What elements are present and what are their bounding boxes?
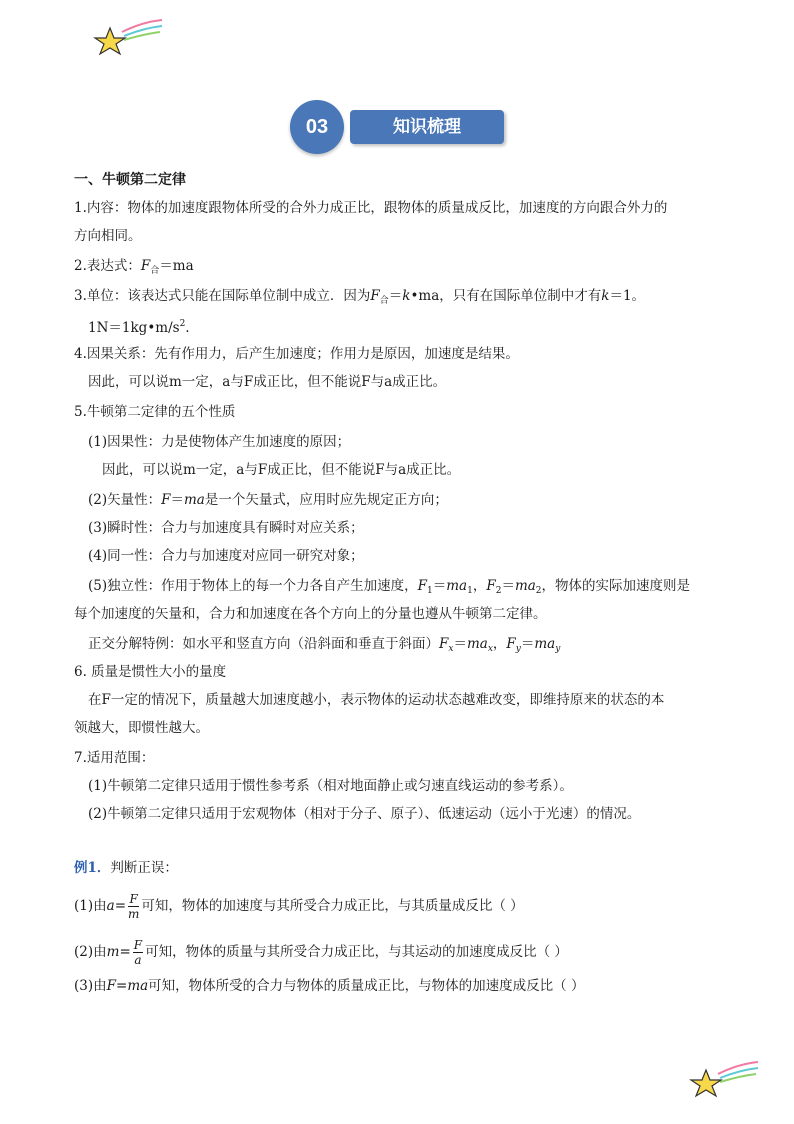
- text: 可知，物体的质量与其所受合力成正比，与其运动的加速度成反比（ ）: [145, 944, 568, 960]
- text: 可知，物体的加速度与其所受合力成正比，与其质量成反比（ ）: [141, 898, 524, 914]
- subscript: 合: [150, 266, 160, 276]
- symbol: k: [402, 288, 411, 304]
- symbol: F: [417, 578, 427, 594]
- text-line: (3)瞬时性：合力与加速度具有瞬时对应关系；: [88, 520, 364, 536]
- symbol: ma: [446, 578, 468, 594]
- subscript: 2: [535, 586, 542, 596]
- text: 1N＝1kg•m/s: [88, 320, 180, 336]
- text: (5)独立性：作用于物体上的每一个力各自产生加速度，: [88, 578, 418, 594]
- formula-line: [74, 256, 194, 281]
- formula-line: [74, 286, 645, 311]
- text: ＝ma: [159, 258, 194, 274]
- section-badge: [290, 100, 510, 154]
- text-line: 因此，可以说m一定，a与F成正比，但不能说F与a成正比。: [102, 462, 461, 478]
- subscript: x: [448, 644, 454, 654]
- superscript: 2: [179, 319, 186, 329]
- example-prompt: 判断正误：: [110, 860, 178, 876]
- star-decoration-icon: [92, 16, 164, 60]
- subscript: 2: [495, 586, 502, 596]
- numerator: F: [129, 892, 138, 906]
- symbol: ma: [127, 978, 149, 994]
- text: 正交分解特例：如水平和竖直方向（沿斜面和垂直于斜面）: [88, 636, 439, 652]
- symbol: F: [506, 636, 516, 652]
- text: ，物体的实际加速度则是: [541, 578, 691, 594]
- formula-line: [88, 490, 448, 510]
- question-line: [74, 892, 524, 921]
- symbol: ma: [184, 492, 205, 508]
- badge-title: 知识梳理: [350, 110, 504, 144]
- symbol: k: [601, 288, 610, 304]
- text: ＝: [520, 636, 535, 652]
- symbol: a: [106, 898, 115, 914]
- text-line: 5.牛顿第二定律的五个性质: [74, 404, 236, 420]
- text: 是一个矢量式，应用时应先规定正方向；: [204, 492, 448, 508]
- formula-line: [88, 634, 560, 659]
- symbol: F: [106, 978, 116, 994]
- formula-line: [88, 314, 190, 338]
- badge-number: 03: [290, 100, 344, 154]
- text-line: (2)牛顿第二定律只适用于宏观物体（相对于分子、原子）、低速运动（远小于光速）的情况。: [88, 806, 641, 822]
- fraction: [133, 938, 143, 967]
- denominator: a: [134, 953, 142, 967]
- text: ，: [492, 636, 507, 652]
- example-heading: [74, 858, 178, 878]
- denominator: m: [128, 907, 140, 921]
- text: 可知，物体所受的合力与物体的质量成正比，与物体的加速度成反比（ ）: [148, 978, 585, 994]
- example-label: 例1: [74, 860, 97, 876]
- formula-line: [88, 576, 690, 601]
- text: (2)矢量性：: [88, 492, 162, 508]
- subscript: y: [555, 644, 561, 654]
- text: (1)由: [74, 898, 107, 914]
- symbol: F: [486, 578, 496, 594]
- text: =: [116, 978, 128, 994]
- symbol: F: [140, 258, 151, 274]
- text-line: 7.适用范围：: [74, 750, 155, 766]
- question-line: [74, 938, 568, 967]
- text: ＝1。: [609, 288, 646, 304]
- text-line: (1)牛顿第二定律只适用于惯性参考系（相对地面静止或匀速直线运动的参考系）。: [88, 778, 573, 794]
- symbol: F: [161, 492, 171, 508]
- text-line: 6. 质量是惯性大小的量度: [74, 664, 227, 680]
- subscript: 1: [467, 586, 473, 596]
- question-line: [74, 976, 584, 996]
- text: •ma，只有在国际单位制中才有: [410, 288, 602, 304]
- text: 2.表达式：: [74, 258, 141, 274]
- text: 3.单位：该表达式只能在国际单位制中成立．因为: [74, 288, 371, 304]
- subscript: x: [487, 644, 493, 654]
- text: (3)由: [74, 978, 107, 994]
- subscript: y: [515, 644, 521, 654]
- symbol: m: [106, 944, 120, 960]
- text: ，: [472, 578, 487, 594]
- subscript: 1: [427, 586, 433, 596]
- fraction: [128, 892, 139, 921]
- text-line: 每个加速度的矢量和，合力和加速度在各个方向上的分量也遵从牛顿第二定律。: [74, 606, 547, 622]
- symbol: ma: [514, 578, 536, 594]
- example-label-dot: ．: [96, 860, 111, 876]
- star-decoration-icon: [688, 1058, 760, 1102]
- text: ＝: [388, 288, 403, 304]
- text: .: [185, 320, 190, 336]
- text: =: [119, 944, 131, 960]
- symbol: ma: [466, 636, 488, 652]
- text: (2)由: [74, 944, 107, 960]
- text: ＝: [432, 578, 447, 594]
- text: =: [114, 898, 126, 914]
- text-line: 方向相同。: [74, 228, 142, 244]
- text-line: 领越大，即惯性越大。: [74, 720, 209, 736]
- text: ＝: [453, 636, 467, 652]
- symbol: ma: [534, 636, 556, 652]
- text-line: (1)因果性：力是使物体产生加速度的原因；: [88, 434, 351, 450]
- subscript: 合: [379, 296, 389, 306]
- text-line: 1.内容：物体的加速度跟物体所受的合外力成正比，跟物体的质量成反比，加速度的方向跟合外力的: [74, 200, 668, 216]
- text: ＝: [170, 492, 184, 508]
- numerator: F: [133, 938, 143, 952]
- text-line: 4.因果关系：先有作用力，后产生加速度；作用力是原因，加速度是结果。: [74, 346, 519, 362]
- symbol: F: [439, 636, 449, 652]
- text-line: 因此，可以说m一定，a与F成正比，但不能说F与a成正比。: [88, 374, 447, 390]
- text: ＝: [501, 578, 515, 594]
- text-line: 在F一定的情况下，质量越大加速度越小，表示物体的运动状态越难改变，即维持原来的状态的本: [88, 692, 665, 708]
- section-title: 一、牛顿第二定律: [74, 172, 186, 188]
- symbol: F: [370, 288, 380, 304]
- text-line: (4)同一性：合力与加速度对应同一研究对象；: [88, 548, 364, 564]
